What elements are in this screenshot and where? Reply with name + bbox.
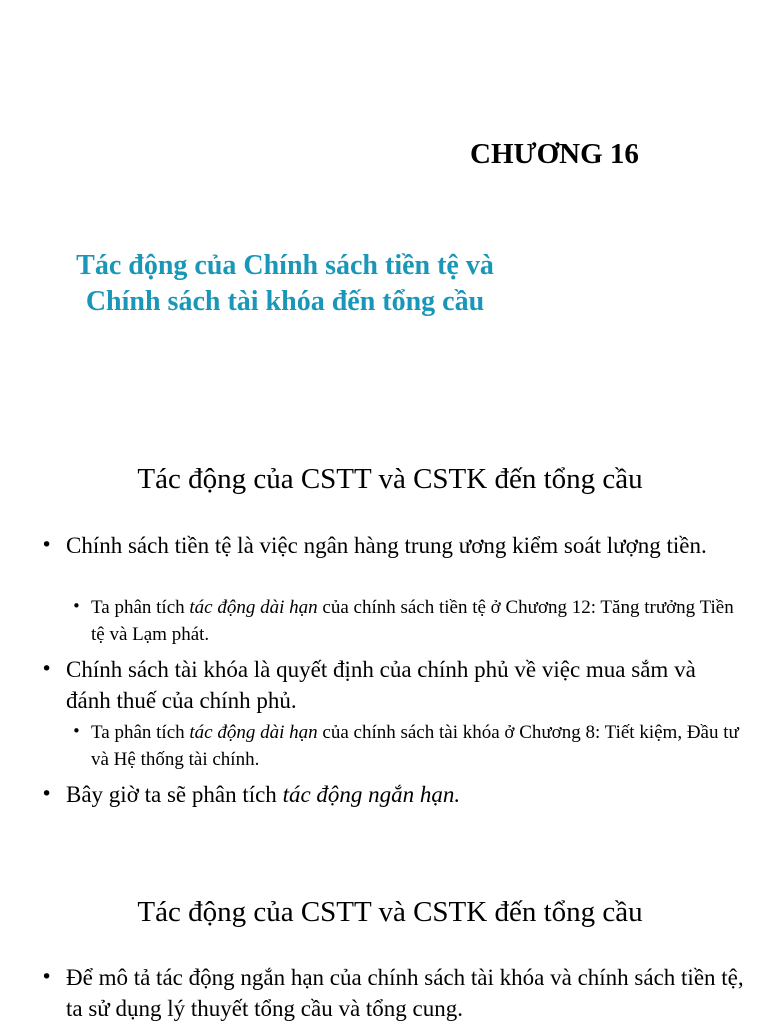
sub-bullet-emphasis: tác động dài hạn [189, 597, 318, 618]
sub-bullet-monetary-long-run [91, 594, 741, 648]
sub-bullet-text: Ta phân tích [91, 722, 190, 743]
sub-bullet-text: của chính sách tài khóa ở Chương 8: Tiết kiệm, Đầu tư và Hệ thống tài chính. [91, 722, 739, 770]
sub-bullet-text: Ta phân tích [91, 597, 190, 618]
sub-bullet-fiscal-long-run [91, 719, 741, 773]
bullet-monetary-policy: • Chính sách tiền tệ là việc ngân hàng trung ương kiểm soát lượng tiền. [66, 530, 746, 561]
bullet-short-run [66, 779, 746, 810]
cover-title-line-1: Tác động của Chính sách tiền tệ và [76, 250, 494, 281]
sub-bullet-text: của chính sách tiền tệ ở Chương 12: Tăng trưởng Tiền tệ và Lạm phát. [91, 597, 734, 645]
sub-bullet-emphasis: tác động dài hạn [189, 722, 318, 743]
cover-title [20, 248, 550, 320]
slide-2-heading: Tác động của CSTT và CSTK đến tổng cầu [137, 896, 643, 928]
bullet-emphasis: tác động ngắn hạn. [282, 782, 461, 807]
bullet-text: Bây giờ ta sẽ phân tích [66, 782, 283, 807]
chapter-number: CHƯƠNG 16 [470, 138, 639, 170]
cover-title-line-2: Chính sách tài khóa đến tổng cầu [85, 286, 485, 317]
slide-1-heading: Tác động của CSTT và CSTK đến tổng cầu [137, 463, 643, 495]
bullet-fiscal-policy: • Chính sách tài khóa là quyết định của chính phủ về việc mua sắm và đánh thuế của chính phủ. [66, 654, 746, 716]
bullet-ad-as-model: • Để mô tả tác động ngắn hạn của chính sách tài khóa và chính sách tiền tệ, ta sử dụng lý thuyết tổng cầu và tổng cung. [66, 962, 746, 1024]
